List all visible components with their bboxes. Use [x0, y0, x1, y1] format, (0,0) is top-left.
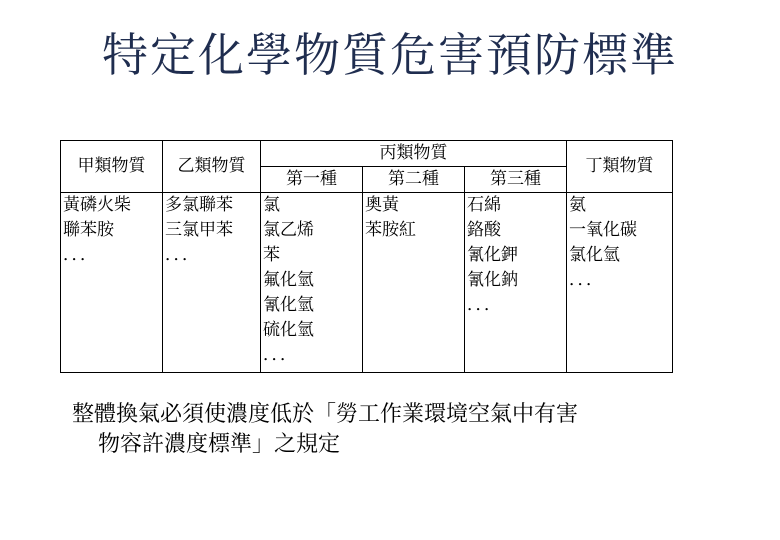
- list-item: 鉻酸: [467, 220, 501, 240]
- header-class-a: 甲類物質: [61, 141, 163, 193]
- list-item: ．．．: [263, 345, 297, 365]
- list-item: 苯胺紅: [365, 220, 416, 240]
- list-item: ．．．: [63, 245, 97, 265]
- list-item: 氯乙烯: [263, 220, 314, 240]
- list-item: 黃磷火柴: [63, 195, 131, 215]
- list-item: ．．．: [569, 270, 603, 290]
- class-b-list: [163, 193, 261, 373]
- list-item: 氰化氫: [263, 295, 314, 315]
- list-item: ．．．: [467, 295, 501, 315]
- list-item: 氟化氫: [263, 270, 314, 290]
- list-item: ．．．: [165, 245, 199, 265]
- list-item: 氰化鈉: [467, 270, 518, 290]
- list-item: 苯: [263, 245, 280, 265]
- header-class-c-type-3: 第三種: [465, 167, 567, 193]
- list-item: 多氯聯苯: [165, 195, 233, 215]
- list-item: 一氧化碳: [569, 220, 637, 240]
- list-item: 奧黃: [365, 195, 399, 215]
- list-item: 聯苯胺: [63, 220, 114, 240]
- ventilation-note-line-1: 整體換氣必須使濃度低於「勞工作業環境空氣中有害: [72, 402, 579, 427]
- list-item: 石綿: [467, 195, 501, 215]
- list-item: 氨: [569, 195, 586, 215]
- header-class-c-type-2: 第二種: [363, 167, 465, 193]
- list-item: 氯: [263, 195, 280, 215]
- list-item: 三氯甲苯: [165, 220, 233, 240]
- list-item: 硫化氫: [263, 320, 314, 340]
- hazard-substance-table: [60, 140, 673, 373]
- header-class-d: 丁類物質: [567, 141, 673, 193]
- header-class-c-type-1: 第一種: [261, 167, 363, 193]
- class-c-type-2-list: [363, 193, 465, 373]
- page-title: 特定化學物質危害預防標準: [102, 28, 678, 82]
- class-a-list: [61, 193, 163, 373]
- list-item: 氯化氫: [569, 245, 620, 265]
- class-c-type-1-list: [261, 193, 363, 373]
- header-class-b: 乙類物質: [163, 141, 261, 193]
- class-c-type-3-list: [465, 193, 567, 373]
- class-d-list: [567, 193, 673, 373]
- list-item: 氰化鉀: [467, 245, 518, 265]
- ventilation-note: [72, 400, 752, 460]
- ventilation-note-line-2: 物容許濃度標準」之規定: [98, 432, 341, 457]
- header-class-c: 丙類物質: [261, 141, 567, 167]
